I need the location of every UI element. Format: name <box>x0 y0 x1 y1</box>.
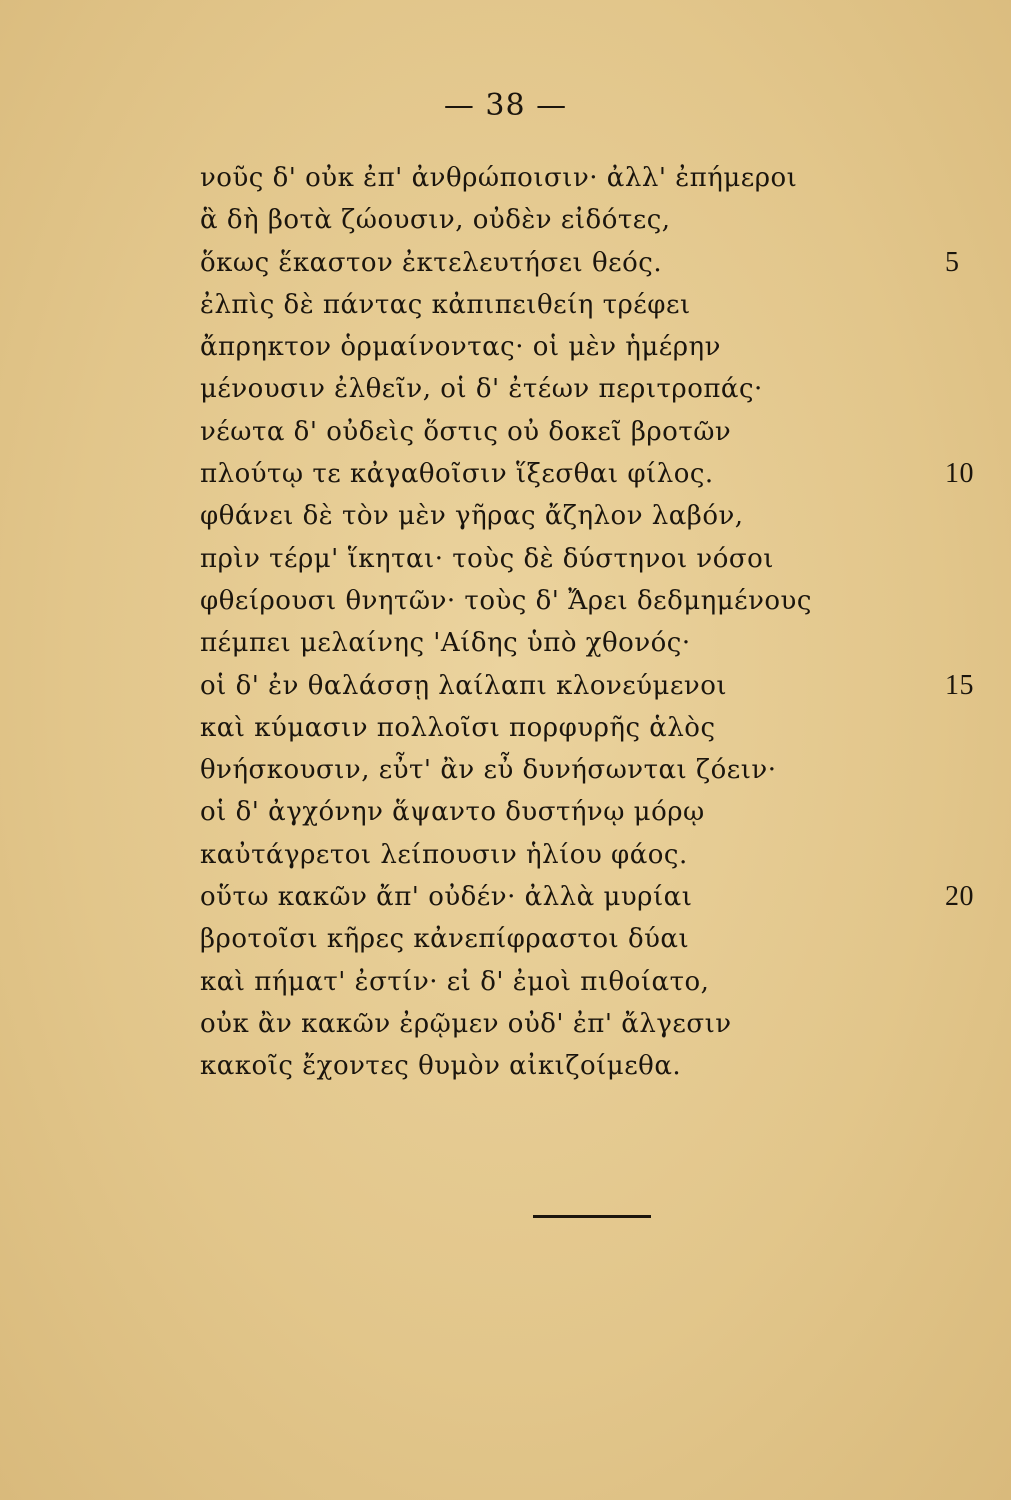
poem-line <box>200 580 980 622</box>
poem-text <box>200 157 980 1088</box>
poem-line <box>200 284 980 326</box>
poem-line <box>200 411 980 453</box>
poem-line-text: μένουσιν ἐλθεῖν, οἱ δ' ἐτέων περιτροπάς· <box>200 374 763 405</box>
poem-line <box>200 1045 980 1087</box>
poem-line-text: καὶ πήματ' ἐστίν· εἰ δ' ἐμοὶ πιθοίατο, <box>200 966 710 997</box>
poem-line-text: πέμπει μελαίνης 'Αίδης ὑπὸ χθονός· <box>200 628 691 659</box>
end-rule <box>533 1215 651 1218</box>
poem-line-text: φθείρουσι θνητῶν· τοὺς δ' Ἄρει δεδμημένους <box>200 585 812 616</box>
poem-line-text: βροτοῖσι κῆρες κἀνεπίφραστοι δύαι <box>200 924 690 955</box>
poem-line-text: καὐτάγρετοι λείπουσιν ἡλίου φάος. <box>200 839 688 870</box>
poem-line-text: οἱ δ' ἀγχόνην ἅψαντο δυστήνῳ μόρῳ <box>200 797 705 828</box>
poem-line-text: πλούτῳ τε κἀγαθοῖσιν ἵξεσθαι φίλος. <box>200 459 714 490</box>
poem-line-text: καὶ κύμασιν πολλοῖσι πορφυρῆς ἁλὸς <box>200 712 716 743</box>
poem-line-text: θνήσκουσιν, εὖτ' ἂν εὖ δυνήσωνται ζόειν· <box>200 755 777 786</box>
poem-line-text: οὐκ ἂν κακῶν ἐρῷμεν οὐδ' ἐπ' ἄλγεσιν <box>200 1008 732 1039</box>
poem-line <box>200 495 980 537</box>
poem-line <box>200 749 980 791</box>
poem-line <box>200 622 980 664</box>
poem-line-text: νοῦς δ' οὐκ ἐπ' ἀνθρώποισιν· ἀλλ' ἐπήμεροι <box>200 163 798 193</box>
poem-line <box>200 961 980 1003</box>
poem-line <box>200 368 980 410</box>
poem-line <box>200 326 980 368</box>
poem-line <box>200 791 980 833</box>
poem-line <box>200 157 980 199</box>
poem-line-text: ἃ δὴ βοτὰ ζώουσιν, οὐδὲν εἰδότες, <box>200 205 671 236</box>
page-number: — 38 — <box>443 88 568 123</box>
poem-line-text: νέωτα δ' οὐδεὶς ὅστις οὐ δοκεῖ βροτῶν <box>200 416 732 447</box>
poem-line-text: ἄπρηκτον ὁρμαίνοντας· οἱ μὲν ἡμέρην <box>200 332 721 363</box>
poem-line <box>200 538 980 580</box>
poem-line-text: πρὶν τέρμ' ἵκηται· τοὺς δὲ δύστηνοι νόσοι <box>200 543 774 574</box>
poem-line <box>200 453 980 495</box>
poem-line <box>200 918 980 960</box>
poem-line <box>200 665 980 707</box>
line-number: 5 <box>945 246 960 278</box>
poem-line <box>200 876 980 918</box>
line-number: 10 <box>945 458 974 490</box>
poem-line <box>200 1003 980 1045</box>
poem-line-text: οἱ δ' ἐν θαλάσσῃ λαίλαπι κλονεύμενοι <box>200 670 728 701</box>
poem-line <box>200 199 980 241</box>
poem-line <box>200 242 980 284</box>
poem-line-text: ὅκως ἕκαστον ἐκτελευτήσει θεός. <box>200 247 663 278</box>
poem-line-text: ἐλπὶς δὲ πάντας κἀπιπειθείη τρέφει <box>200 289 691 320</box>
line-number: 20 <box>945 881 974 913</box>
poem-line-text: οὕτω κακῶν ἄπ' οὐδέν· ἀλλὰ μυρίαι <box>200 882 693 913</box>
line-number: 15 <box>945 669 974 701</box>
poem-line-text: κακοῖς ἔχοντες θυμὸν αἰκιζοίμεθα. <box>200 1051 682 1082</box>
poem-line-text: φθάνει δὲ τὸν μὲν γῆρας ἄζηλον λαβόν, <box>200 501 744 532</box>
poem-line <box>200 707 980 749</box>
poem-line <box>200 834 980 876</box>
